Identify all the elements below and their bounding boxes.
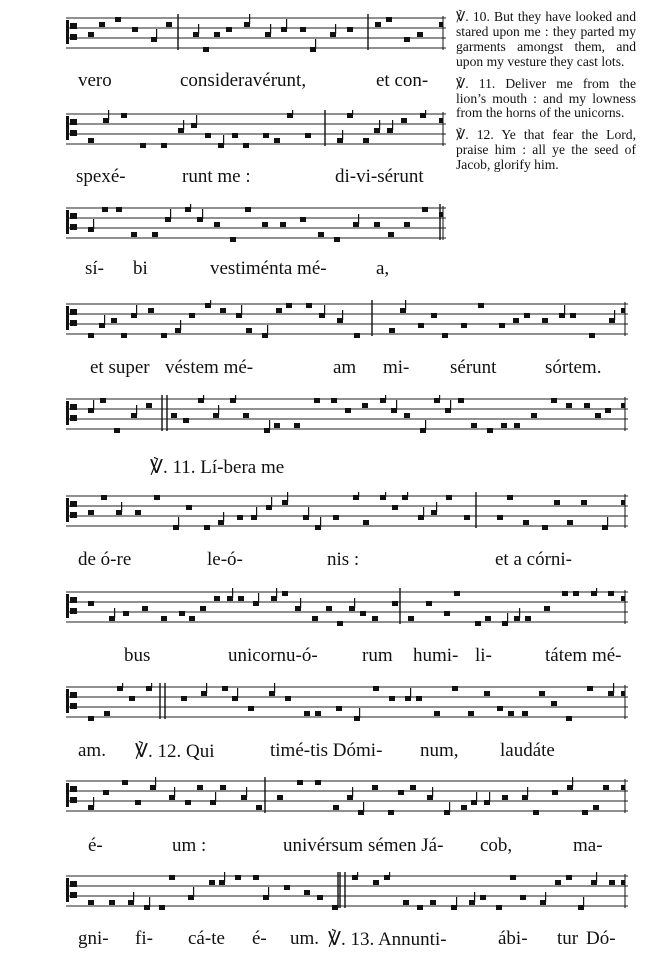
neume-note: [277, 795, 283, 800]
neume-note: [388, 232, 394, 237]
neume-note: [514, 423, 520, 428]
lyric-syllable: runt me :: [182, 166, 251, 187]
neume-note: [524, 313, 530, 318]
neume-note: [109, 900, 115, 905]
neume-note: [230, 237, 236, 242]
lyric-syllable: et con-: [376, 70, 429, 91]
neume-note: [315, 780, 321, 785]
neume-note: [392, 505, 398, 510]
custos-mark: [439, 118, 443, 123]
neume-note: [452, 686, 458, 691]
lyric-syllable: consideravérunt,: [180, 70, 307, 91]
neume-note: [404, 222, 410, 227]
lyric-syllable: um.: [290, 928, 320, 949]
neume-note: [121, 333, 127, 338]
lyric-syllable: um :: [172, 835, 207, 856]
custos-mark: [621, 500, 625, 505]
neume-note: [584, 403, 590, 408]
neume-note: [245, 207, 251, 212]
neume-note: [189, 616, 195, 621]
neume-note: [416, 696, 422, 701]
staff: [0, 14, 454, 58]
custos-mark: [621, 308, 625, 313]
neume-note: [388, 810, 394, 815]
neume-note: [471, 423, 477, 428]
neume-note: [205, 133, 211, 138]
lyric-syllable: vestiménta mé-: [210, 258, 327, 279]
neume-note: [159, 905, 165, 910]
neume-note: [523, 520, 529, 525]
neume-note: [334, 237, 340, 242]
c-clef-icon: [66, 878, 77, 902]
neume-note: [522, 711, 528, 716]
neume-note: [426, 601, 432, 606]
neume-note: [214, 32, 220, 37]
neume-note: [326, 606, 332, 611]
neume-note: [88, 510, 94, 515]
lyric-syllable: et super: [90, 357, 150, 378]
neume-note: [496, 905, 502, 910]
staff: [0, 300, 636, 344]
neume-note: [566, 875, 572, 880]
lyric-syllable: ℣. 12. Qui: [135, 741, 215, 762]
lyric-syllable: sí-: [85, 258, 104, 279]
lyric-syllable: timé-tis Dómi-: [270, 740, 383, 761]
neume-note: [148, 308, 154, 313]
custos-mark: [621, 403, 625, 408]
neume-note: [430, 900, 436, 905]
staff: [0, 777, 636, 821]
neume-note: [555, 880, 561, 885]
lyric-syllable: am: [333, 357, 357, 378]
lyric-syllable: spexé-: [76, 166, 126, 187]
neume-note: [444, 611, 450, 616]
c-clef-icon: [66, 210, 77, 234]
neume-note: [485, 616, 491, 621]
neume-note: [513, 318, 519, 323]
neume-note: [317, 895, 323, 900]
c-clef-icon: [66, 498, 77, 522]
neume-note: [336, 706, 342, 711]
neume-note: [100, 398, 106, 403]
neume-note: [161, 616, 167, 621]
neume-note: [274, 138, 280, 143]
neume-note: [508, 711, 514, 716]
neume-note: [214, 222, 220, 227]
neume-note: [373, 686, 379, 691]
neume-note: [115, 17, 121, 22]
neume-note: [363, 138, 369, 143]
c-clef-icon: [66, 401, 77, 425]
neume-note: [185, 800, 191, 805]
neume-note: [567, 520, 573, 525]
neume-note: [525, 616, 531, 621]
lyric-syllable: Dó-: [586, 928, 616, 949]
neume-note: [554, 500, 560, 505]
neume-note: [209, 880, 215, 885]
neume-note: [300, 27, 306, 32]
neume-note: [431, 313, 437, 318]
neume-note: [501, 423, 507, 428]
neume-note: [533, 810, 539, 815]
lyric-syllable: sérunt: [450, 357, 497, 378]
verse-translation-11: ℣. 11. Deliver me from the lion’s mouth : and my lowness from the horns of the unicorns.: [456, 75, 636, 121]
neume-note: [122, 780, 128, 785]
neume-note: [262, 222, 268, 227]
lyric-syllable: cá-te: [188, 928, 225, 949]
neume-note: [587, 686, 593, 691]
neume-note: [140, 143, 146, 148]
neume-note: [285, 696, 291, 701]
neume-note: [300, 217, 306, 222]
lyric-syllable: tátem mé-: [545, 645, 622, 666]
neume-note: [484, 691, 490, 696]
neume-note: [566, 403, 572, 408]
neume-note: [154, 495, 160, 500]
neume-note: [392, 601, 398, 606]
neume-note: [544, 606, 550, 611]
neume-note: [333, 805, 339, 810]
neume-note: [552, 790, 558, 795]
neume-note: [347, 27, 353, 32]
neume-note: [551, 701, 557, 706]
custos-mark: [621, 691, 625, 696]
neume-note: [238, 596, 244, 601]
neume-note: [408, 616, 414, 621]
neume-note: [294, 423, 300, 428]
verse-translation-10: ℣. 10. But they have looked and stared upon me : they parted my garments amongst them, and upon my vesture they cast lots.: [456, 9, 636, 69]
lyric-syllable: humi-: [413, 645, 459, 666]
neume-note: [131, 232, 137, 237]
neume-note: [161, 333, 167, 338]
custos-mark: [439, 22, 443, 27]
neume-note: [183, 418, 189, 423]
neume-note: [197, 785, 203, 790]
c-clef-icon: [66, 783, 77, 807]
neume-note: [434, 711, 440, 716]
neume-note: [203, 47, 209, 52]
neume-note: [337, 621, 343, 626]
lyric-syllable: ma-: [573, 835, 603, 856]
neume-note: [121, 113, 127, 118]
neume-note: [475, 621, 481, 626]
lyric-syllable: cob,: [480, 835, 513, 856]
neume-note: [417, 32, 423, 37]
staff: [0, 110, 454, 154]
neume-note: [102, 207, 108, 212]
lyric-syllable: am.: [78, 740, 106, 761]
lyric-syllable: ábi-: [498, 928, 528, 949]
neume-note: [360, 611, 366, 616]
neume-note: [253, 875, 259, 880]
neume-note: [539, 691, 545, 696]
neume-note: [99, 22, 105, 27]
neume-note: [417, 905, 423, 910]
neume-note: [398, 790, 404, 795]
lyric-syllable: a,: [376, 258, 390, 279]
neume-note: [562, 591, 568, 596]
lyric-syllable: sórtem.: [545, 357, 602, 378]
neume-note: [284, 885, 290, 890]
neume-note: [88, 601, 94, 606]
neume-note: [142, 606, 148, 611]
lyric-syllable: é-: [88, 835, 103, 856]
neume-note: [542, 525, 548, 530]
neume-note: [510, 875, 516, 880]
neume-note: [88, 900, 94, 905]
neume-note: [375, 22, 381, 27]
neume-note: [88, 32, 94, 37]
neume-note: [461, 805, 467, 810]
neume-note: [204, 525, 210, 530]
staff: [0, 588, 636, 632]
neume-note: [605, 408, 611, 413]
neume-note: [243, 413, 249, 418]
neume-note: [104, 711, 110, 716]
neume-note: [589, 333, 595, 338]
neume-note: [263, 133, 269, 138]
staff: [0, 204, 454, 248]
neume-note: [499, 323, 505, 328]
neume-note: [111, 318, 117, 323]
neume-note: [410, 785, 416, 790]
c-clef-icon: [66, 20, 77, 44]
neume-note: [101, 495, 107, 500]
lyric-syllable: unicornu-ó-: [228, 645, 318, 666]
neume-note: [582, 810, 588, 815]
neume-note: [226, 27, 232, 32]
neume-note: [373, 880, 379, 885]
neume-note: [103, 790, 109, 795]
c-clef-icon: [66, 594, 77, 618]
c-clef-icon: [66, 116, 77, 140]
neume-note: [304, 890, 310, 895]
neume-note: [132, 27, 138, 32]
verse-translation-12: ℣. 12. Ye that fear the Lord, praise him : all ye the seed of Jacob, glorify him.: [456, 127, 636, 173]
neume-note: [220, 308, 226, 313]
neume-note: [186, 505, 192, 510]
neume-note: [454, 591, 460, 596]
neume-note: [129, 696, 135, 701]
neume-note: [480, 895, 486, 900]
neume-note: [314, 398, 320, 403]
neume-note: [243, 143, 249, 148]
neume-note: [442, 333, 448, 338]
lyric-syllable: gni-: [78, 928, 109, 949]
neume-note: [404, 37, 410, 42]
lyric-syllable: de ó-re: [78, 549, 132, 570]
neume-note: [520, 895, 526, 900]
neume-note: [566, 716, 572, 721]
lyric-syllable: le-ó-: [207, 549, 243, 570]
staff: [0, 395, 636, 439]
neume-note: [179, 611, 185, 616]
neume-note: [123, 611, 129, 616]
neume-note: [372, 785, 378, 790]
lyric-syllable: ℣. 11. Lí-bera me: [150, 457, 285, 478]
neume-note: [573, 591, 579, 596]
neume-note: [312, 616, 318, 621]
neume-note: [237, 515, 243, 520]
c-clef-icon: [66, 689, 77, 713]
neume-note: [214, 596, 220, 601]
neume-note: [332, 905, 338, 910]
lyric-syllable: univérsum sémen Já-: [283, 835, 444, 856]
neume-note: [116, 207, 122, 212]
neume-note: [461, 323, 467, 328]
neume-note: [274, 423, 280, 428]
neume-note: [331, 398, 337, 403]
lyric-syllable: é-: [252, 928, 267, 949]
custos-mark: [621, 785, 625, 790]
lyric-syllable: ℣. 13. Annunti-: [328, 929, 447, 950]
neume-note: [181, 696, 187, 701]
neume-note: [531, 413, 537, 418]
neume-note: [362, 403, 368, 408]
neume-note: [189, 313, 195, 318]
neume-note: [404, 413, 410, 418]
neume-note: [256, 805, 262, 810]
lyric-syllable: rum: [362, 645, 393, 666]
neume-note: [169, 875, 175, 880]
neume-note: [497, 706, 503, 711]
neume-note: [276, 308, 282, 313]
neume-note: [458, 398, 464, 403]
neume-note: [403, 900, 409, 905]
neume-note: [593, 805, 599, 810]
neume-note: [306, 303, 312, 308]
neume-note: [315, 711, 321, 716]
neume-note: [232, 133, 238, 138]
custos-mark: [621, 880, 625, 885]
neume-note: [502, 795, 508, 800]
neume-note: [280, 222, 286, 227]
neume-note: [507, 495, 513, 500]
neume-note: [478, 303, 484, 308]
neume-note: [418, 323, 424, 328]
lyric-syllable: num,: [420, 740, 459, 761]
neume-note: [135, 510, 141, 515]
neume-note: [595, 413, 601, 418]
staff: [0, 872, 636, 916]
lyric-syllable: fi-: [135, 928, 153, 949]
neume-note: [297, 780, 303, 785]
neume-note: [152, 232, 158, 237]
lyric-syllable: mi-: [383, 357, 410, 378]
neume-note: [88, 716, 94, 721]
neume-note: [235, 875, 241, 880]
staff: [0, 683, 636, 727]
neume-note: [114, 428, 120, 433]
neume-note: [161, 143, 167, 148]
neume-note: [88, 333, 94, 338]
neume-note: [608, 591, 614, 596]
neume-note: [363, 520, 369, 525]
lyric-syllable: véstem mé-: [165, 357, 254, 378]
neume-note: [333, 515, 339, 520]
neume-note: [135, 800, 141, 805]
neume-note: [246, 328, 252, 333]
neume-note: [422, 207, 428, 212]
lyric-syllable: di-vi-sérunt: [335, 166, 424, 187]
neume-note: [354, 333, 360, 338]
neume-note: [386, 17, 392, 22]
lyric-syllable: laudáte: [500, 740, 555, 761]
lyric-syllable: vero: [78, 70, 112, 91]
lyric-syllable: li-: [475, 645, 492, 666]
neume-note: [603, 785, 609, 790]
neume-note: [166, 22, 172, 27]
lyric-syllable: bi: [133, 258, 148, 279]
custos-mark: [621, 596, 625, 601]
lyric-syllable: tur: [557, 928, 579, 949]
neume-note: [345, 408, 351, 413]
neume-note: [570, 313, 576, 318]
neume-note: [389, 696, 395, 701]
translation-column: [456, 10, 636, 180]
neume-note: [446, 495, 452, 500]
neume-note: [389, 328, 395, 333]
neume-note: [286, 303, 292, 308]
neume-note: [374, 222, 380, 227]
lyric-syllable: bus: [124, 645, 151, 666]
c-clef-icon: [66, 306, 77, 330]
neume-note: [401, 118, 407, 123]
lyric-syllable: nis :: [327, 549, 360, 570]
neume-note: [305, 133, 311, 138]
staff: [0, 492, 636, 536]
neume-note: [318, 232, 324, 237]
neume-note: [200, 606, 206, 611]
neume-note: [222, 686, 228, 691]
neume-note: [304, 711, 310, 716]
neume-note: [581, 500, 587, 505]
neume-note: [609, 880, 615, 885]
neume-note: [468, 711, 474, 716]
neume-note: [497, 515, 503, 520]
neume-note: [464, 515, 470, 520]
neume-note: [372, 616, 378, 621]
custos-mark: [439, 212, 443, 217]
neume-note: [282, 591, 288, 596]
neume-note: [487, 428, 493, 433]
neume-note: [220, 785, 226, 790]
neume-note: [542, 318, 548, 323]
neume-note: [88, 138, 94, 143]
neume-note: [146, 403, 152, 408]
neume-note: [248, 706, 254, 711]
lyric-syllable: et a córni-: [495, 549, 573, 570]
neume-note: [171, 413, 177, 418]
neume-note: [551, 398, 557, 403]
